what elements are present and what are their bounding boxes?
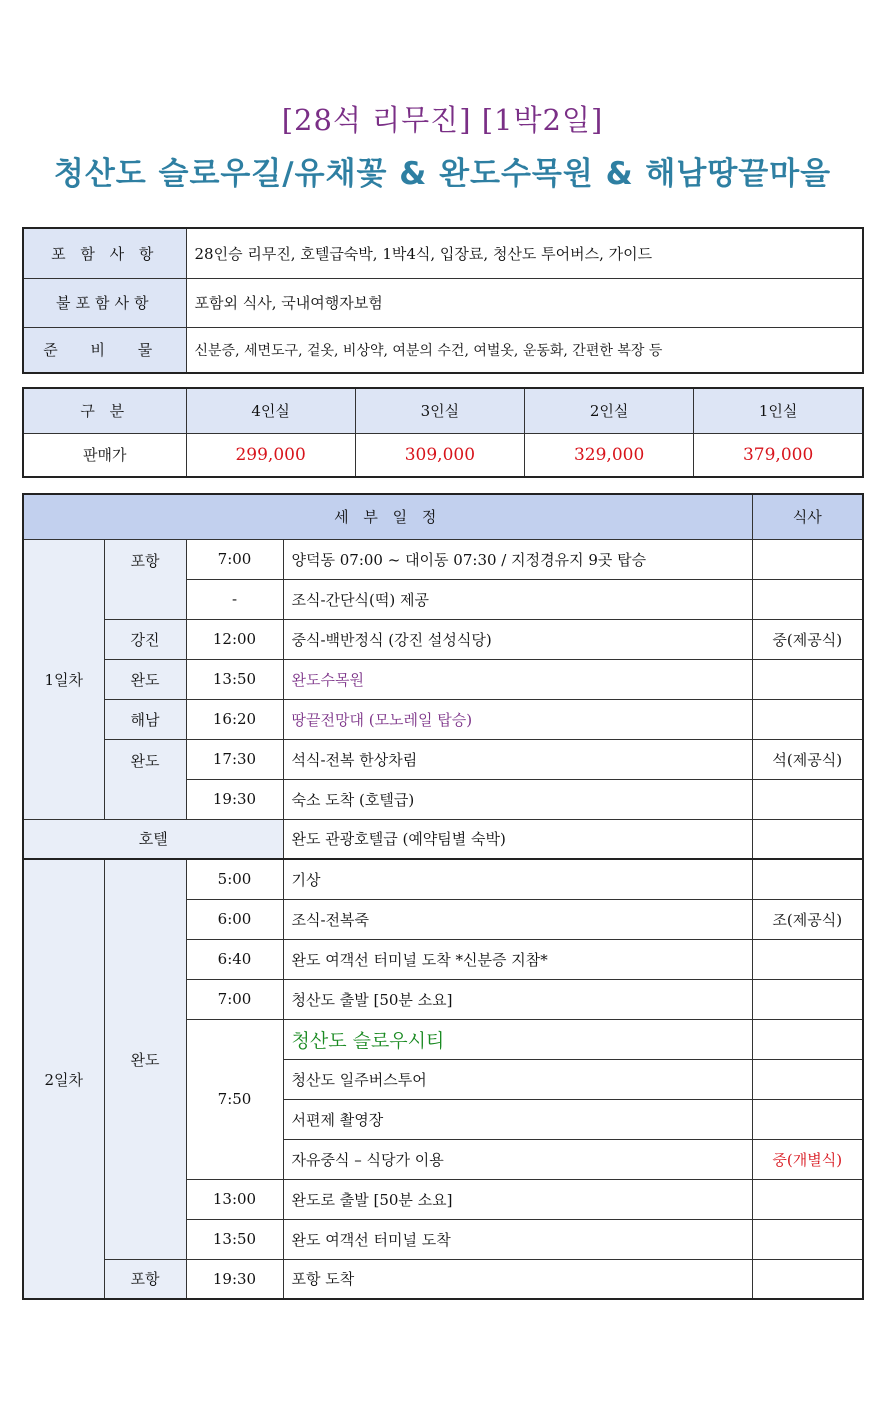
place-cell: 포항 <box>104 1259 186 1299</box>
page-title: 청산도 슬로우길/유채꽃 & 완도수목원 & 해남땅끝마을 <box>53 156 832 192</box>
meal-cell <box>752 939 863 979</box>
included-value: 28인승 리무진, 호텔급숙박, 1박4식, 입장료, 청산도 투어버스, 가이드 <box>186 228 863 278</box>
day1-label: 1일차 <box>23 539 104 819</box>
desc-cell: 기상 <box>283 859 752 899</box>
meal-cell <box>752 579 863 619</box>
time-cell: 7:50 <box>186 1019 283 1179</box>
desc-cell: 숙소 도착 (호텔급) <box>283 779 752 819</box>
page-subtitle: [28석 리무진] [1박2일] <box>281 103 604 137</box>
place-cell: 강진 <box>104 619 186 659</box>
place-cell: 완도 <box>104 859 186 1259</box>
info-table <box>22 227 864 374</box>
meal-cell <box>752 1259 863 1299</box>
desc-cell: 완도 여객선 터미널 도착 *신분증 지참* <box>283 939 752 979</box>
prepare-value: 신분증, 세면도구, 겉옷, 비상약, 여분의 수건, 여벌옷, 운동화, 간편한 복장 등 <box>186 327 863 373</box>
desc-cell: 완도 여객선 터미널 도착 <box>283 1219 752 1259</box>
excluded-label: 불포함사항 <box>23 278 186 327</box>
price-label: 판매가 <box>23 433 186 477</box>
hotel-label: 호텔 <box>23 819 283 859</box>
meal-cell <box>752 979 863 1019</box>
place-cell: 포항 <box>104 539 186 619</box>
desc-cell: 땅끝전망대 (모노레일 탑승) <box>283 699 752 739</box>
desc-cell: 완도수목원 <box>283 659 752 699</box>
time-cell: 19:30 <box>186 779 283 819</box>
desc-cell: 서편제 촬영장 <box>283 1099 752 1139</box>
prepare-label: 준 비 물 <box>23 327 186 373</box>
desc-cell: 청산도 출발 [50분 소요] <box>283 979 752 1019</box>
meal-cell <box>752 1099 863 1139</box>
meal-cell <box>752 1219 863 1259</box>
time-cell: 13:50 <box>186 659 283 699</box>
price-value-2: 329,000 <box>525 433 694 477</box>
place-cell: 완도 <box>104 659 186 699</box>
desc-cell: 조식-간단식(떡) 제공 <box>283 579 752 619</box>
time-cell: 13:00 <box>186 1179 283 1219</box>
hotel-text: 완도 관광호텔급 (예약팀별 숙박) <box>283 819 752 859</box>
time-cell: 6:00 <box>186 899 283 939</box>
desc-cell: 양덕동 07:00 ~ 대이동 07:30 / 지정경유지 9곳 탑승 <box>283 539 752 579</box>
time-cell: 7:00 <box>186 979 283 1019</box>
meal-cell: 조(제공식) <box>752 899 863 939</box>
meal-cell: 석(제공식) <box>752 739 863 779</box>
meal-cell <box>752 1059 863 1099</box>
desc-cell: 청산도 일주버스투어 <box>283 1059 752 1099</box>
price-header-3: 3인실 <box>355 388 524 433</box>
desc-cell: 완도로 출발 [50분 소요] <box>283 1179 752 1219</box>
desc-cell: 조식-전복죽 <box>283 899 752 939</box>
desc-cell: 포항 도착 <box>283 1259 752 1299</box>
desc-cell: 중식-백반정식 (강진 설성식당) <box>283 619 752 659</box>
meal-cell <box>752 699 863 739</box>
meal-header: 식사 <box>752 494 863 539</box>
time-cell: 19:30 <box>186 1259 283 1299</box>
time-cell: 5:00 <box>186 859 283 899</box>
excluded-value: 포함외 식사, 국내여행자보험 <box>186 278 863 327</box>
price-header-4: 4인실 <box>186 388 355 433</box>
meal-cell <box>752 779 863 819</box>
time-cell: - <box>186 579 283 619</box>
meal-cell <box>752 819 863 859</box>
schedule-title: 세 부 일 정 <box>23 494 752 539</box>
desc-cell: 석식-전복 한상차림 <box>283 739 752 779</box>
included-label: 포 함 사 항 <box>23 228 186 278</box>
desc-cell: 청산도 슬로우시티 <box>283 1019 752 1059</box>
price-value-3: 309,000 <box>355 433 524 477</box>
price-header-1: 1인실 <box>694 388 863 433</box>
time-cell: 6:40 <box>186 939 283 979</box>
meal-cell <box>752 1019 863 1059</box>
price-header-category: 구 분 <box>23 388 186 433</box>
time-cell: 7:00 <box>186 539 283 579</box>
price-table <box>22 387 864 478</box>
place-cell: 완도 <box>104 739 186 819</box>
meal-cell <box>752 859 863 899</box>
day2-label: 2일차 <box>23 859 104 1299</box>
price-value-1: 379,000 <box>694 433 863 477</box>
place-cell: 해남 <box>104 699 186 739</box>
desc-cell: 자유중식 – 식당가 이용 <box>283 1139 752 1179</box>
meal-cell: 중(개별식) <box>752 1139 863 1179</box>
price-value-4: 299,000 <box>186 433 355 477</box>
meal-cell <box>752 539 863 579</box>
meal-cell: 중(제공식) <box>752 619 863 659</box>
price-header-2: 2인실 <box>525 388 694 433</box>
time-cell: 13:50 <box>186 1219 283 1259</box>
meal-cell <box>752 659 863 699</box>
time-cell: 16:20 <box>186 699 283 739</box>
meal-cell <box>752 1179 863 1219</box>
time-cell: 17:30 <box>186 739 283 779</box>
time-cell: 12:00 <box>186 619 283 659</box>
schedule-table <box>22 493 864 1300</box>
